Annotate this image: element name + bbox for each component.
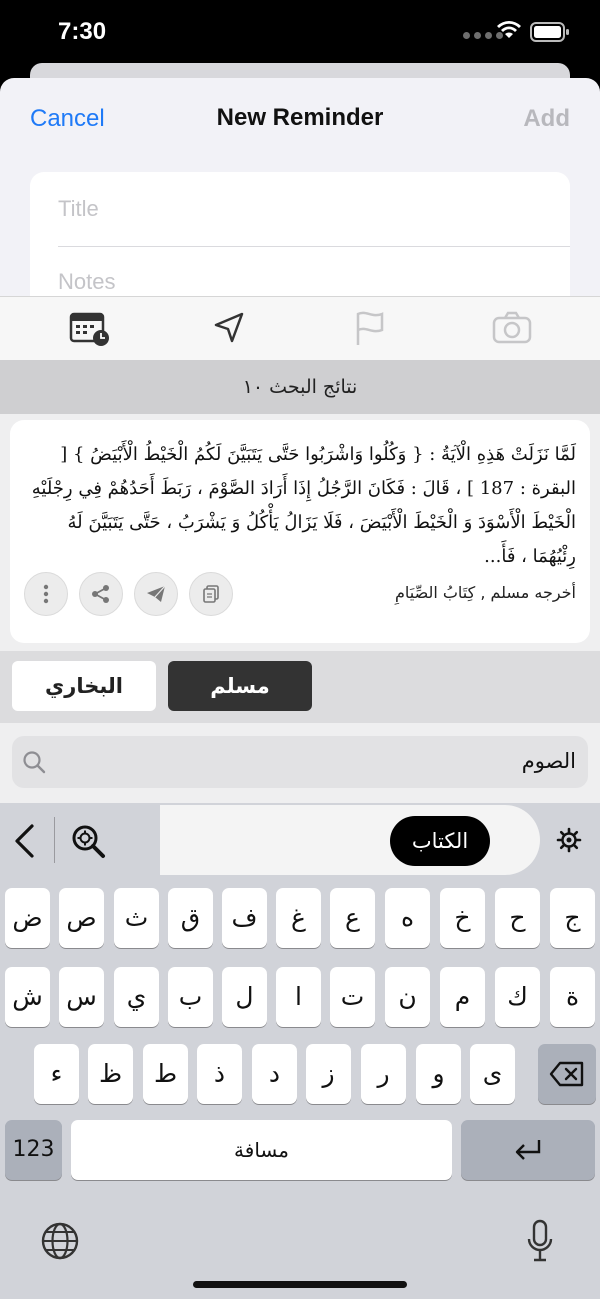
key[interactable]: ى [470, 1044, 515, 1104]
key[interactable]: ء [34, 1044, 79, 1104]
key[interactable]: م [440, 967, 485, 1027]
add-button[interactable]: Add [523, 105, 570, 132]
cancel-button[interactable]: Cancel [30, 105, 105, 132]
key[interactable]: و [416, 1044, 461, 1104]
key[interactable]: ث [114, 888, 159, 948]
key[interactable]: غ [276, 888, 321, 948]
key[interactable]: ع [330, 888, 375, 948]
key[interactable]: ح [495, 888, 540, 948]
space-key[interactable]: مسافة [71, 1120, 452, 1180]
key[interactable]: ن [385, 967, 430, 1027]
key[interactable]: ت [330, 967, 375, 1027]
battery-icon [530, 22, 570, 42]
paper-plane-icon [145, 584, 167, 604]
key[interactable]: ط [143, 1044, 188, 1104]
suggestion-bar [0, 803, 600, 876]
search-value: الصوم [521, 749, 576, 773]
delete-key[interactable] [538, 1044, 596, 1104]
key[interactable]: ش [5, 967, 50, 1027]
suggestion-pill [160, 805, 540, 875]
segment-bukhari[interactable]: البخاري [12, 661, 156, 711]
location-arrow-icon[interactable] [212, 311, 246, 345]
microphone-icon[interactable] [526, 1219, 554, 1263]
share-icon [91, 584, 111, 604]
telegram-button[interactable] [134, 572, 178, 616]
key[interactable]: ج [550, 888, 595, 948]
wifi-icon [496, 20, 522, 40]
copy-button[interactable] [189, 572, 233, 616]
key[interactable]: ر [361, 1044, 406, 1104]
chevron-left-icon[interactable] [12, 823, 36, 859]
status-time: 7:30 [58, 18, 107, 45]
calendar-clock-icon[interactable] [70, 311, 112, 347]
hadith-source: أخرجه مسلم , كِتَابُ الصِّيَامِ [394, 583, 576, 602]
settings-gear-icon[interactable] [556, 827, 582, 853]
key[interactable]: ة [550, 967, 595, 1027]
key[interactable]: خ [440, 888, 485, 948]
key[interactable]: ذ [197, 1044, 242, 1104]
keyboard [0, 803, 600, 1299]
backspace-icon [549, 1061, 585, 1087]
title-field[interactable]: Title [58, 196, 99, 221]
key[interactable]: ص [59, 888, 104, 948]
search-icon [22, 750, 46, 774]
segment-muslim[interactable]: مسلم [168, 661, 312, 711]
notes-field[interactable]: Notes [58, 269, 116, 294]
key[interactable]: ز [306, 1044, 351, 1104]
more-vertical-icon [43, 584, 49, 604]
numbers-key[interactable]: 123 [5, 1120, 62, 1180]
suggestion-tag[interactable]: الكتاب [390, 816, 490, 866]
page-title: New Reminder [216, 104, 384, 131]
nav-bar [0, 78, 600, 163]
copy-icon [201, 584, 221, 604]
search-area [0, 723, 600, 803]
key[interactable]: ظ [88, 1044, 133, 1104]
hadith-text: لَمَّا نَزَلَتْ هَذِهِ الْآيَةُ : { وَكُلُوا وَاشْرَبُوا حَتَّى يَتَبَيَّنَ لَكُمُ الْخَيْطُ الْأَبْيَضُ } [ البقرة : 187 ] ، قَالَ : فَكَانَ الرَّجُلُ إِذَا أَرَادَ الصَّوْمَ ، رَبَطَ أَحَدُهُمْ فِي رِجْلَيْهِ الْخَيْطَ الْأَسْوَدَ وَ الْخَيْطَ الْأَبْيَضَ ، فَلَا يَزَالُ يَأْكُلُ وَ يَشْرَبُ ، حَتَّى يَتَبَيَّنَ لَهُ رِئْيُهُمَا ، فَأَ... [31, 444, 576, 567]
key[interactable]: س [59, 967, 104, 1027]
key[interactable]: ه [385, 888, 430, 948]
reminder-toolbar [0, 296, 600, 360]
key[interactable]: ف [222, 888, 267, 948]
return-key[interactable] [461, 1120, 595, 1180]
globe-icon[interactable] [40, 1221, 80, 1261]
flag-icon[interactable] [354, 311, 386, 347]
results-header: نتائج البحث ١٠ [0, 360, 600, 414]
share-button[interactable] [79, 572, 123, 616]
key[interactable]: ي [114, 967, 159, 1027]
key[interactable]: ك [495, 967, 540, 1027]
divider [54, 817, 55, 863]
key[interactable]: د [252, 1044, 297, 1104]
book-segmented-control [0, 651, 600, 723]
search-input[interactable] [12, 736, 588, 788]
field-divider [58, 246, 570, 247]
key[interactable]: ق [168, 888, 213, 948]
key[interactable]: ب [168, 967, 213, 1027]
more-button[interactable] [24, 572, 68, 616]
camera-icon[interactable] [492, 311, 532, 345]
key[interactable]: ض [5, 888, 50, 948]
key[interactable]: ا [276, 967, 321, 1027]
hadith-card[interactable] [10, 420, 590, 643]
gear-search-icon[interactable] [70, 823, 106, 859]
home-indicator [193, 1281, 407, 1288]
return-icon [513, 1138, 543, 1162]
key[interactable]: ل [222, 967, 267, 1027]
status-bar [0, 0, 600, 70]
